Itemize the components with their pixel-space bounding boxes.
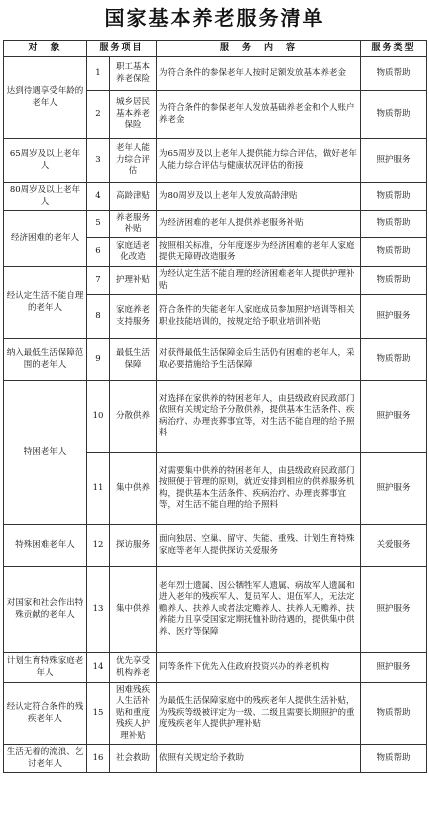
table-row xyxy=(4,525,427,567)
target-cell: 经认定生活不能自理的老年人 xyxy=(4,267,87,339)
table-row xyxy=(4,339,427,381)
service-type: 照护服务 xyxy=(361,653,427,683)
service-content: 为最低生活保障家庭中的残疾老年人提供生活补贴，为残疾等级被评定为一级、二级且需要长期照护的重度残疾老年人提供护理补贴 xyxy=(157,683,361,745)
row-number: 14 xyxy=(87,653,110,683)
target-cell: 特殊困难老年人 xyxy=(4,525,87,567)
target-cell: 生活无着的流浪、乞讨老年人 xyxy=(4,745,87,773)
table-row xyxy=(4,139,427,183)
header-row xyxy=(4,41,427,57)
page-title: 国家基本养老服务清单 xyxy=(104,6,325,30)
target-cell: 经济困难的老年人 xyxy=(4,211,87,267)
service-item: 家庭适老化改造 xyxy=(110,238,157,267)
row-number: 1 xyxy=(87,57,110,91)
row-number: 15 xyxy=(87,683,110,745)
target-cell: 计划生育特殊家庭老年人 xyxy=(4,653,87,683)
service-content: 对获得最低生活保障金后生活仍有困难的老年人，采取必要措施给予生活保障 xyxy=(157,339,361,381)
service-content: 依照有关规定给予救助 xyxy=(157,745,361,773)
service-item: 困难残疾人生活补贴和重度残疾人护理补贴 xyxy=(110,683,157,745)
service-content: 为经济困难的老年人提供养老服务补贴 xyxy=(157,211,361,238)
table-row xyxy=(4,267,427,295)
service-item: 探访服务 xyxy=(110,525,157,567)
service-item: 集中供养 xyxy=(110,453,157,525)
target-cell: 经认定符合条件的残疾老年人 xyxy=(4,683,87,745)
service-type: 照护服务 xyxy=(361,139,427,183)
service-type: 物质帮助 xyxy=(361,183,427,211)
service-item: 高龄津贴 xyxy=(110,183,157,211)
service-item: 分散供养 xyxy=(110,381,157,453)
row-number: 3 xyxy=(87,139,110,183)
table-row xyxy=(4,57,427,91)
row-number: 13 xyxy=(87,567,110,653)
service-item: 职工基本养老保险 xyxy=(110,57,157,91)
header-type: 服务类型 xyxy=(361,41,427,57)
service-type: 物质帮助 xyxy=(361,57,427,91)
table-row xyxy=(4,567,427,653)
service-type: 物质帮助 xyxy=(361,238,427,267)
target-cell: 80周岁及以上老年人 xyxy=(4,183,87,211)
header-item: 服务项目 xyxy=(87,41,157,57)
service-type: 物质帮助 xyxy=(361,91,427,139)
service-content: 老年烈士遗属、因公牺牲军人遗属、病故军人遗属和进入老年的残疾军人、复员军人、退伍军人，无法定赡养人、扶养人或者法定赡养人、扶养人无赡养、扶养能力且享受国家定期抚恤补助待遇的，提供集中供养、医疗等保障 xyxy=(157,567,361,653)
service-type: 物质帮助 xyxy=(361,745,427,773)
service-content: 为经认定生活不能自理的经济困难老年人提供护理补贴 xyxy=(157,267,361,295)
target-cell: 65周岁及以上老年人 xyxy=(4,139,87,183)
row-number: 5 xyxy=(87,211,110,238)
table-row xyxy=(4,211,427,238)
service-item: 优先享受机构养老 xyxy=(110,653,157,683)
service-content: 对选择在家供养的特困老年人，由县级政府民政部门依照有关规定给予分散供养，提供基本生活条件、疾病治疗、办理丧葬事宜等，对生活不能自理的给予照料 xyxy=(157,381,361,453)
row-number: 6 xyxy=(87,238,110,267)
table-row xyxy=(4,683,427,745)
target-cell: 达到待遇享受年龄的老年人 xyxy=(4,57,87,139)
table-row xyxy=(4,653,427,683)
service-content: 为80周岁及以上老年人发放高龄津贴 xyxy=(157,183,361,211)
service-item: 老年人能力综合评估 xyxy=(110,139,157,183)
table-row xyxy=(4,745,427,773)
service-item: 城乡居民基本养老保险 xyxy=(110,91,157,139)
service-item: 养老服务补贴 xyxy=(110,211,157,238)
service-content: 符合条件的失能老年人家庭成员参加照护培训等相关职业技能培训的，按规定给予职业培训补贴 xyxy=(157,295,361,339)
service-type: 物质帮助 xyxy=(361,683,427,745)
row-number: 16 xyxy=(87,745,110,773)
target-cell: 纳入最低生活保障范围的老年人 xyxy=(4,339,87,381)
service-item: 集中供养 xyxy=(110,567,157,653)
row-number: 2 xyxy=(87,91,110,139)
service-type: 照护服务 xyxy=(361,381,427,453)
service-content: 为65周岁及以上老年人提供能力综合评估，做好老年人能力综合评估与健康状况评估的衔接 xyxy=(157,139,361,183)
service-item: 社会救助 xyxy=(110,745,157,773)
service-type: 物质帮助 xyxy=(361,339,427,381)
service-type: 关爱服务 xyxy=(361,525,427,567)
table-row xyxy=(4,183,427,211)
service-type: 物质帮助 xyxy=(361,211,427,238)
service-content: 面向独居、空巢、留守、失能、重残、计划生育特殊家庭等老年人提供探访关爱服务 xyxy=(157,525,361,567)
row-number: 11 xyxy=(87,453,110,525)
service-list-table xyxy=(3,40,427,773)
header-target: 对 象 xyxy=(4,41,87,57)
table-row xyxy=(4,381,427,453)
service-content: 为符合条件的参保老年人按时足额发放基本养老金 xyxy=(157,57,361,91)
service-content: 按照相关标准，分年度逐步为经济困难的老年人家庭提供无障碍改造服务 xyxy=(157,238,361,267)
row-number: 8 xyxy=(87,295,110,339)
service-type: 照护服务 xyxy=(361,295,427,339)
service-type: 物质帮助 xyxy=(361,267,427,295)
service-type: 照护服务 xyxy=(361,453,427,525)
service-content: 为符合条件的参保老年人发放基础养老金和个人账户养老金 xyxy=(157,91,361,139)
header-content: 服 务 内 容 xyxy=(157,41,361,57)
service-item: 护理补贴 xyxy=(110,267,157,295)
target-cell: 对国家和社会作出特殊贡献的老年人 xyxy=(4,567,87,653)
row-number: 7 xyxy=(87,267,110,295)
row-number: 4 xyxy=(87,183,110,211)
service-type: 照护服务 xyxy=(361,567,427,653)
service-item: 家庭养老支持服务 xyxy=(110,295,157,339)
service-content: 同等条件下优先入住政府投资兴办的养老机构 xyxy=(157,653,361,683)
row-number: 12 xyxy=(87,525,110,567)
row-number: 10 xyxy=(87,381,110,453)
row-number: 9 xyxy=(87,339,110,381)
service-content: 对需要集中供养的特困老年人，由县级政府民政部门按照便于管理的原则，就近安排到相应的供养服务机构，提供基本生活条件、疾病治疗、办理丧葬事宜等，对生活不能自理的给予照料 xyxy=(157,453,361,525)
service-item: 最低生活保障 xyxy=(110,339,157,381)
target-cell: 特困老年人 xyxy=(4,381,87,525)
